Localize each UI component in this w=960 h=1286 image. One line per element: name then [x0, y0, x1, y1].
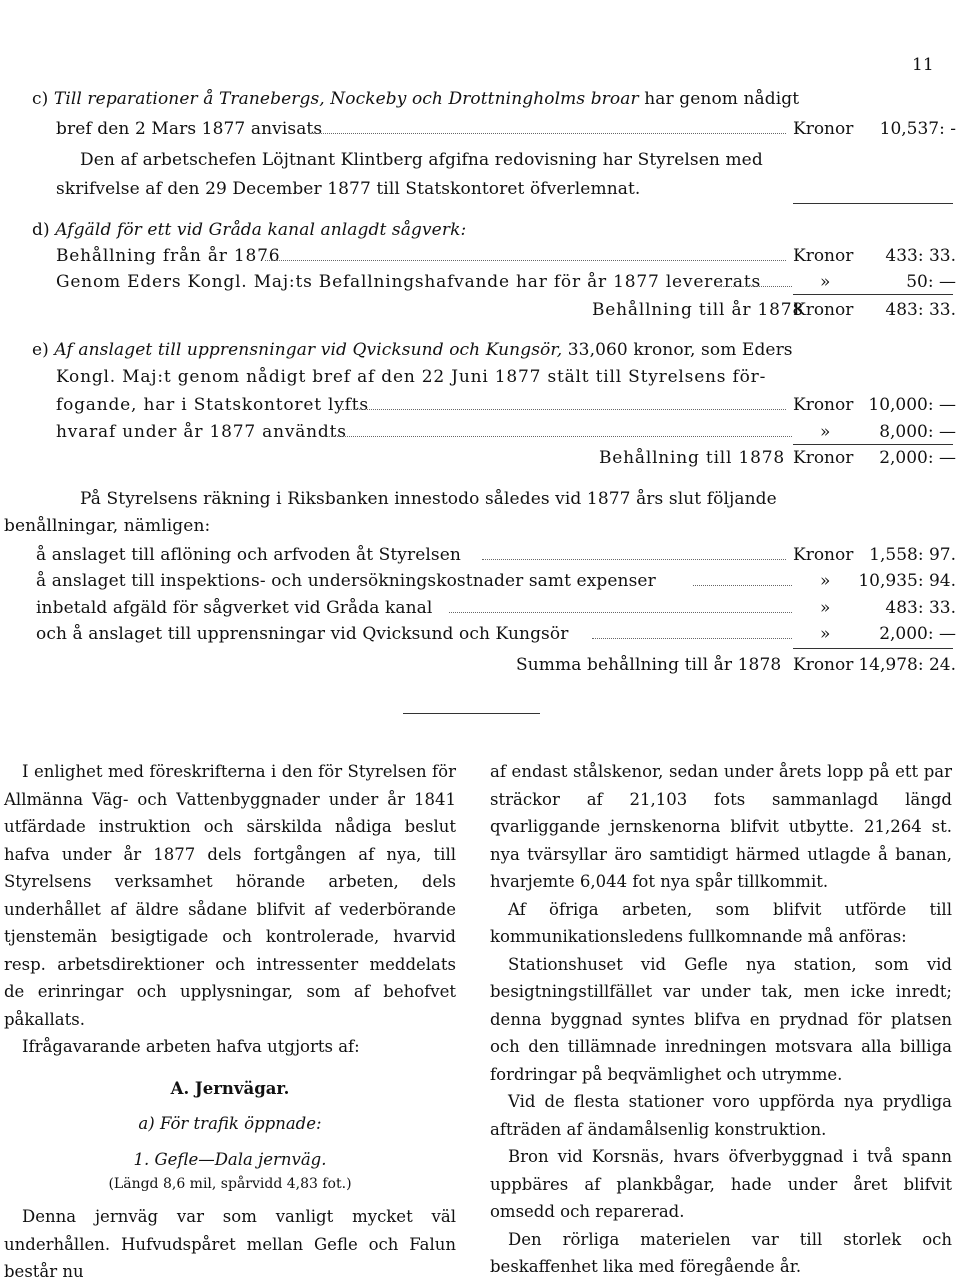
section-d-label: d)	[32, 220, 50, 240]
section-d-row-2-currency: »	[820, 272, 831, 292]
page-number: 11	[912, 55, 934, 75]
summary-row-currency: »	[820, 624, 831, 644]
section-e-row-2-amount: 8,000: —	[879, 422, 956, 442]
section-e-heading	[32, 339, 793, 361]
subheading: a) För trafik öppnade:	[138, 1114, 322, 1133]
leader-dots	[327, 436, 792, 437]
section-e-row-2-currency: »	[820, 422, 831, 442]
section-d-total-text: Behållning till år 1878	[592, 300, 805, 320]
heading-jernvagar: A. Jernvägar.	[170, 1078, 290, 1098]
summary-row-currency: Kronor	[793, 545, 854, 565]
divider-rule	[793, 203, 953, 204]
summary-row-amount: 1,558: 97.	[869, 545, 956, 565]
leader-dots	[718, 286, 792, 287]
section-c-title-tail: har genom nådigt	[644, 89, 800, 109]
left-column	[4, 758, 456, 1286]
section-c-amount: 10,537: -	[879, 119, 956, 139]
section-e-row-1-amount: 10,000: —	[868, 395, 956, 415]
divider-rule	[793, 294, 953, 295]
paragraph: Den rörliga materielen var till storlek och beskaffenhet lika med föregående år.	[490, 1229, 952, 1276]
section-c-line-3: Den af arbetschefen Löjtnant Klintberg afgifna redovisning har Styrelsen med	[80, 150, 763, 170]
summary-row-amount: 10,935: 94.	[858, 571, 956, 591]
summary-row-amount: 483: 33.	[885, 598, 956, 618]
section-d-heading	[32, 219, 466, 241]
section-c-line-4: skrifvelse af den 29 December 1877 till Statskontoret öfverlemnat.	[56, 179, 641, 199]
summary-row-currency: »	[820, 598, 831, 618]
leader-dots	[482, 559, 786, 560]
paragraph: Denna jernväg var som vanligt mycket väl underhållen. Hufvudspåret mellan Gefle och Falun består nu	[4, 1207, 456, 1281]
section-e-label: e)	[32, 340, 49, 360]
leader-dots	[310, 133, 786, 134]
paragraph: Vid de flesta stationer voro uppförda nya prydliga afträden af ändamålsenlig konstruktion.	[490, 1092, 952, 1139]
section-c-line-2-text: bref den 2 Mars 1877 anvisats	[56, 119, 323, 139]
section-d-total-currency: Kronor	[793, 300, 854, 320]
section-d-row-1-currency: Kronor	[793, 246, 854, 266]
leader-dots	[265, 260, 786, 261]
summary-total-text: Summa behållning till år 1878	[516, 655, 782, 675]
section-e-total-currency: Kronor	[793, 448, 854, 468]
leader-dots	[342, 409, 786, 410]
divider-rule	[793, 444, 953, 445]
section-e-line-2: Kongl. Maj:t genom nådigt bref af den 22 Juni 1877 stält till Styrelsens för-	[56, 367, 767, 387]
summary-row-text: inbetald afgäld för sågverket vid Gråda kanal	[36, 598, 433, 618]
summary-intro-1: På Styrelsens räkning i Riksbanken innestodo således vid 1877 års slut följande	[80, 489, 777, 509]
section-c-line-1	[32, 88, 799, 110]
paragraph: Stationshuset vid Gefle nya station, som vid besigtningstillfället var under tak, men icke inredt; denna byggnad syntes blifva en prydnad för platsen och den tillämnade inredningen motsvara alla billiga fordringar på beqvämlighet och utrymme.	[490, 954, 952, 1084]
section-e-total-amount: 2,000: —	[879, 448, 956, 468]
section-e-row-1-currency: Kronor	[793, 395, 854, 415]
section-d-row-2-amount: 50: —	[906, 272, 956, 292]
summary-row-text: å anslaget till inspektions- och undersökningskostnader samt expenser	[36, 571, 656, 591]
section-d-title: Afgäld för ett vid Gråda kanal anlagdt sågverk:	[55, 220, 467, 240]
summary-row-text: och å anslaget till upprensningar vid Qvicksund och Kungsör	[36, 624, 569, 644]
section-d-row-1-amount: 433: 33.	[885, 246, 956, 266]
section-d-total-amount: 483: 33.	[885, 300, 956, 320]
section-separator	[403, 713, 540, 714]
paragraph: af endast stålskenor, sedan under årets lopp på ett par sträckor af 21,103 fots sammanlagd längd qvarliggande jernskenorna blifvit utbytte. 21,264 st. nya tvärsyllar äro samtidigt härmed utlagde å banan, hvarjemte 6,044 fot nya spår tillkommit.	[490, 762, 952, 891]
paragraph: Ifrågavarande arbeten hafva utgjorts af:	[22, 1037, 360, 1056]
paragraph: Af öfriga arbeten, som blifvit utförde till kommunikationsledens fullkomnande må anföras:	[490, 899, 952, 946]
section-e-title-tail: 33,060 kronor, som Eders	[567, 340, 793, 360]
divider-rule	[793, 648, 953, 649]
section-e-row-2-text: hvaraf under år 1877 användts	[56, 422, 347, 442]
summary-row-currency: »	[820, 571, 831, 591]
section-c-label: c)	[32, 89, 49, 109]
right-column	[490, 758, 952, 1281]
section-c-title: Till reparationer å Tranebergs, Nockeby och Drottningholms broar	[53, 89, 639, 109]
section-e-title: Af anslaget till upprensningar vid Qvicksund och Kungsör,	[54, 340, 563, 360]
leader-dots	[592, 638, 792, 639]
item-heading: 1. Gefle—Dala jernväg.	[133, 1149, 327, 1169]
paragraph: I enlighet med föreskrifterna i den för Styrelsen för Allmänna Väg- och Vattenbyggnader under år 1841 utfärdade instruktion och särskilda nådiga beslut hafva under år 1877 dels fortgången af nya, till Styrelsens verksamhet hörande arbeten, dels underhållet af äldre sådane blifvit af vederbörande tjenstemän besigtigade och kontrolerade, hvarvid resp. arbetsdirektioner och intressenter meddelats de erinringar och upplysningar, som af behofvet påkallats.	[4, 762, 456, 1029]
summary-total-currency: Kronor	[793, 655, 854, 675]
leader-dots	[449, 612, 792, 613]
leader-dots	[693, 585, 792, 586]
section-e-row-1-text: fogande, har i Statskontoret lyfts	[56, 395, 369, 415]
summary-row-text: å anslaget till aflöning och arfvoden åt Styrelsen	[36, 545, 461, 565]
summary-total-amount: 14,978: 24.	[858, 655, 956, 675]
section-d-row-1-text: Behållning från år 1876	[56, 246, 281, 266]
section-e-total-text: Behållning till 1878	[599, 448, 785, 468]
section-d-row-2-text: Genom Eders Kongl. Maj:ts Befallningshafvande har för år 1877 levererats	[56, 272, 761, 292]
item-note: (Längd 8,6 mil, spårvidd 4,83 fot.)	[108, 1176, 352, 1192]
summary-row-amount: 2,000: —	[879, 624, 956, 644]
section-c-currency: Kronor	[793, 119, 854, 139]
summary-intro-2: benållningar, nämligen:	[4, 516, 211, 536]
paragraph: Bron vid Korsnäs, hvars öfverbyggnad i två spann uppbäres af plankbågar, hade under året blifvit omsedd och reparerad.	[490, 1147, 952, 1221]
